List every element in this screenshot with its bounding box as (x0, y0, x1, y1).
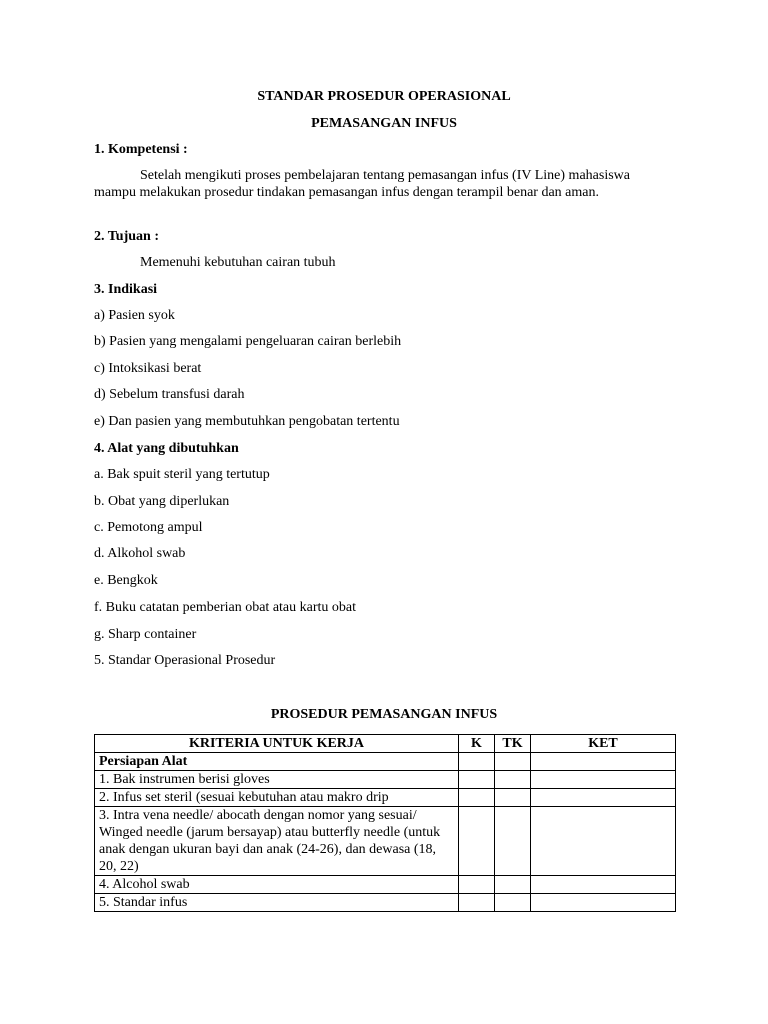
tujuan-heading: 2. Tujuan : (94, 229, 159, 244)
list-item: b. Obat yang diperlukan (94, 494, 230, 509)
list-item: c) Intoksikasi berat (94, 361, 202, 376)
tujuan-text: Memenuhi kebutuhan cairan tubuh (140, 255, 336, 270)
procedure-table (94, 734, 676, 912)
table-cell-ket (531, 876, 676, 894)
table-row (95, 789, 676, 807)
table-cell-ket (531, 894, 676, 912)
kompetensi-heading: 1. Kompetensi : (94, 142, 188, 157)
table-cell-tk (495, 789, 531, 807)
list-item: f. Buku catatan pemberian obat atau kartu obat (94, 600, 357, 615)
table-row (95, 894, 676, 912)
document-title: STANDAR PROSEDUR OPERASIONAL (257, 89, 511, 104)
table-row (95, 771, 676, 789)
table-cell-tk (495, 753, 531, 771)
table-cell-ket (531, 807, 676, 876)
table-cell-k (459, 771, 495, 789)
list-item: e) Dan pasien yang membutuhkan pengobatan tertentu (94, 414, 400, 429)
table-cell-k (459, 789, 495, 807)
list-item: a. Bak spuit steril yang tertutup (94, 467, 270, 482)
table-cell-k (459, 894, 495, 912)
column-header-tk: TK (495, 735, 531, 753)
list-item: b) Pasien yang mengalami pengeluaran cairan berlebih (94, 334, 402, 349)
list-item: e. Bengkok (94, 573, 158, 588)
column-header-ket: KET (531, 735, 676, 753)
table-cell-tk (495, 876, 531, 894)
section-label: Persiapan Alat (95, 753, 459, 771)
table-cell-kriteria: 2. Infus set steril (sesuai kebutuhan atau makro drip (95, 789, 459, 807)
list-item: 5. Standar Operasional Prosedur (94, 653, 276, 668)
list-item: a) Pasien syok (94, 308, 175, 323)
indikasi-heading: 3. Indikasi (94, 282, 158, 297)
kompetensi-text: Setelah mengikuti proses pembelajaran tentang pemasangan infus (IV Line) mahasiswa mampu melakukan prosedur tindakan pemasangan infus dengan terampil benar dan aman. (94, 168, 630, 200)
table-cell-kriteria: 5. Standar infus (95, 894, 459, 912)
column-header-kriteria: KRITERIA UNTUK KERJA (95, 735, 459, 753)
document-subtitle: PEMASANGAN INFUS (311, 116, 457, 131)
list-item: g. Sharp container (94, 627, 197, 642)
table-cell-tk (495, 807, 531, 876)
table-cell-kriteria: 1. Bak instrumen berisi gloves (95, 771, 459, 789)
table-cell-k (459, 753, 495, 771)
table-cell-ket (531, 789, 676, 807)
table-row (95, 807, 676, 876)
table-cell-ket (531, 753, 676, 771)
table-header-row (95, 735, 676, 753)
column-header-k: K (459, 735, 495, 753)
table-cell-kriteria: 3. Intra vena needle/ abocath dengan nomor yang sesuai/ Winged needle (jarum bersayap) atau butterfly needle (untuk anak dengan ukuran bayi dan anak (24-26), dan dewasa (18, 20, 22) (95, 807, 459, 876)
list-item: c. Pemotong ampul (94, 520, 203, 535)
table-title: PROSEDUR PEMASANGAN INFUS (270, 707, 498, 722)
table-cell-tk (495, 771, 531, 789)
table-cell-k (459, 876, 495, 894)
alat-heading: 4. Alat yang dibutuhkan (94, 441, 239, 456)
table-row (95, 876, 676, 894)
table-cell-ket (531, 771, 676, 789)
list-item: d. Alkohol swab (94, 546, 186, 561)
table-cell-k (459, 807, 495, 876)
table-cell-tk (495, 894, 531, 912)
table-row (95, 753, 676, 771)
list-item: d) Sebelum transfusi darah (94, 387, 245, 402)
table-cell-kriteria: 4. Alcohol swab (95, 876, 459, 894)
